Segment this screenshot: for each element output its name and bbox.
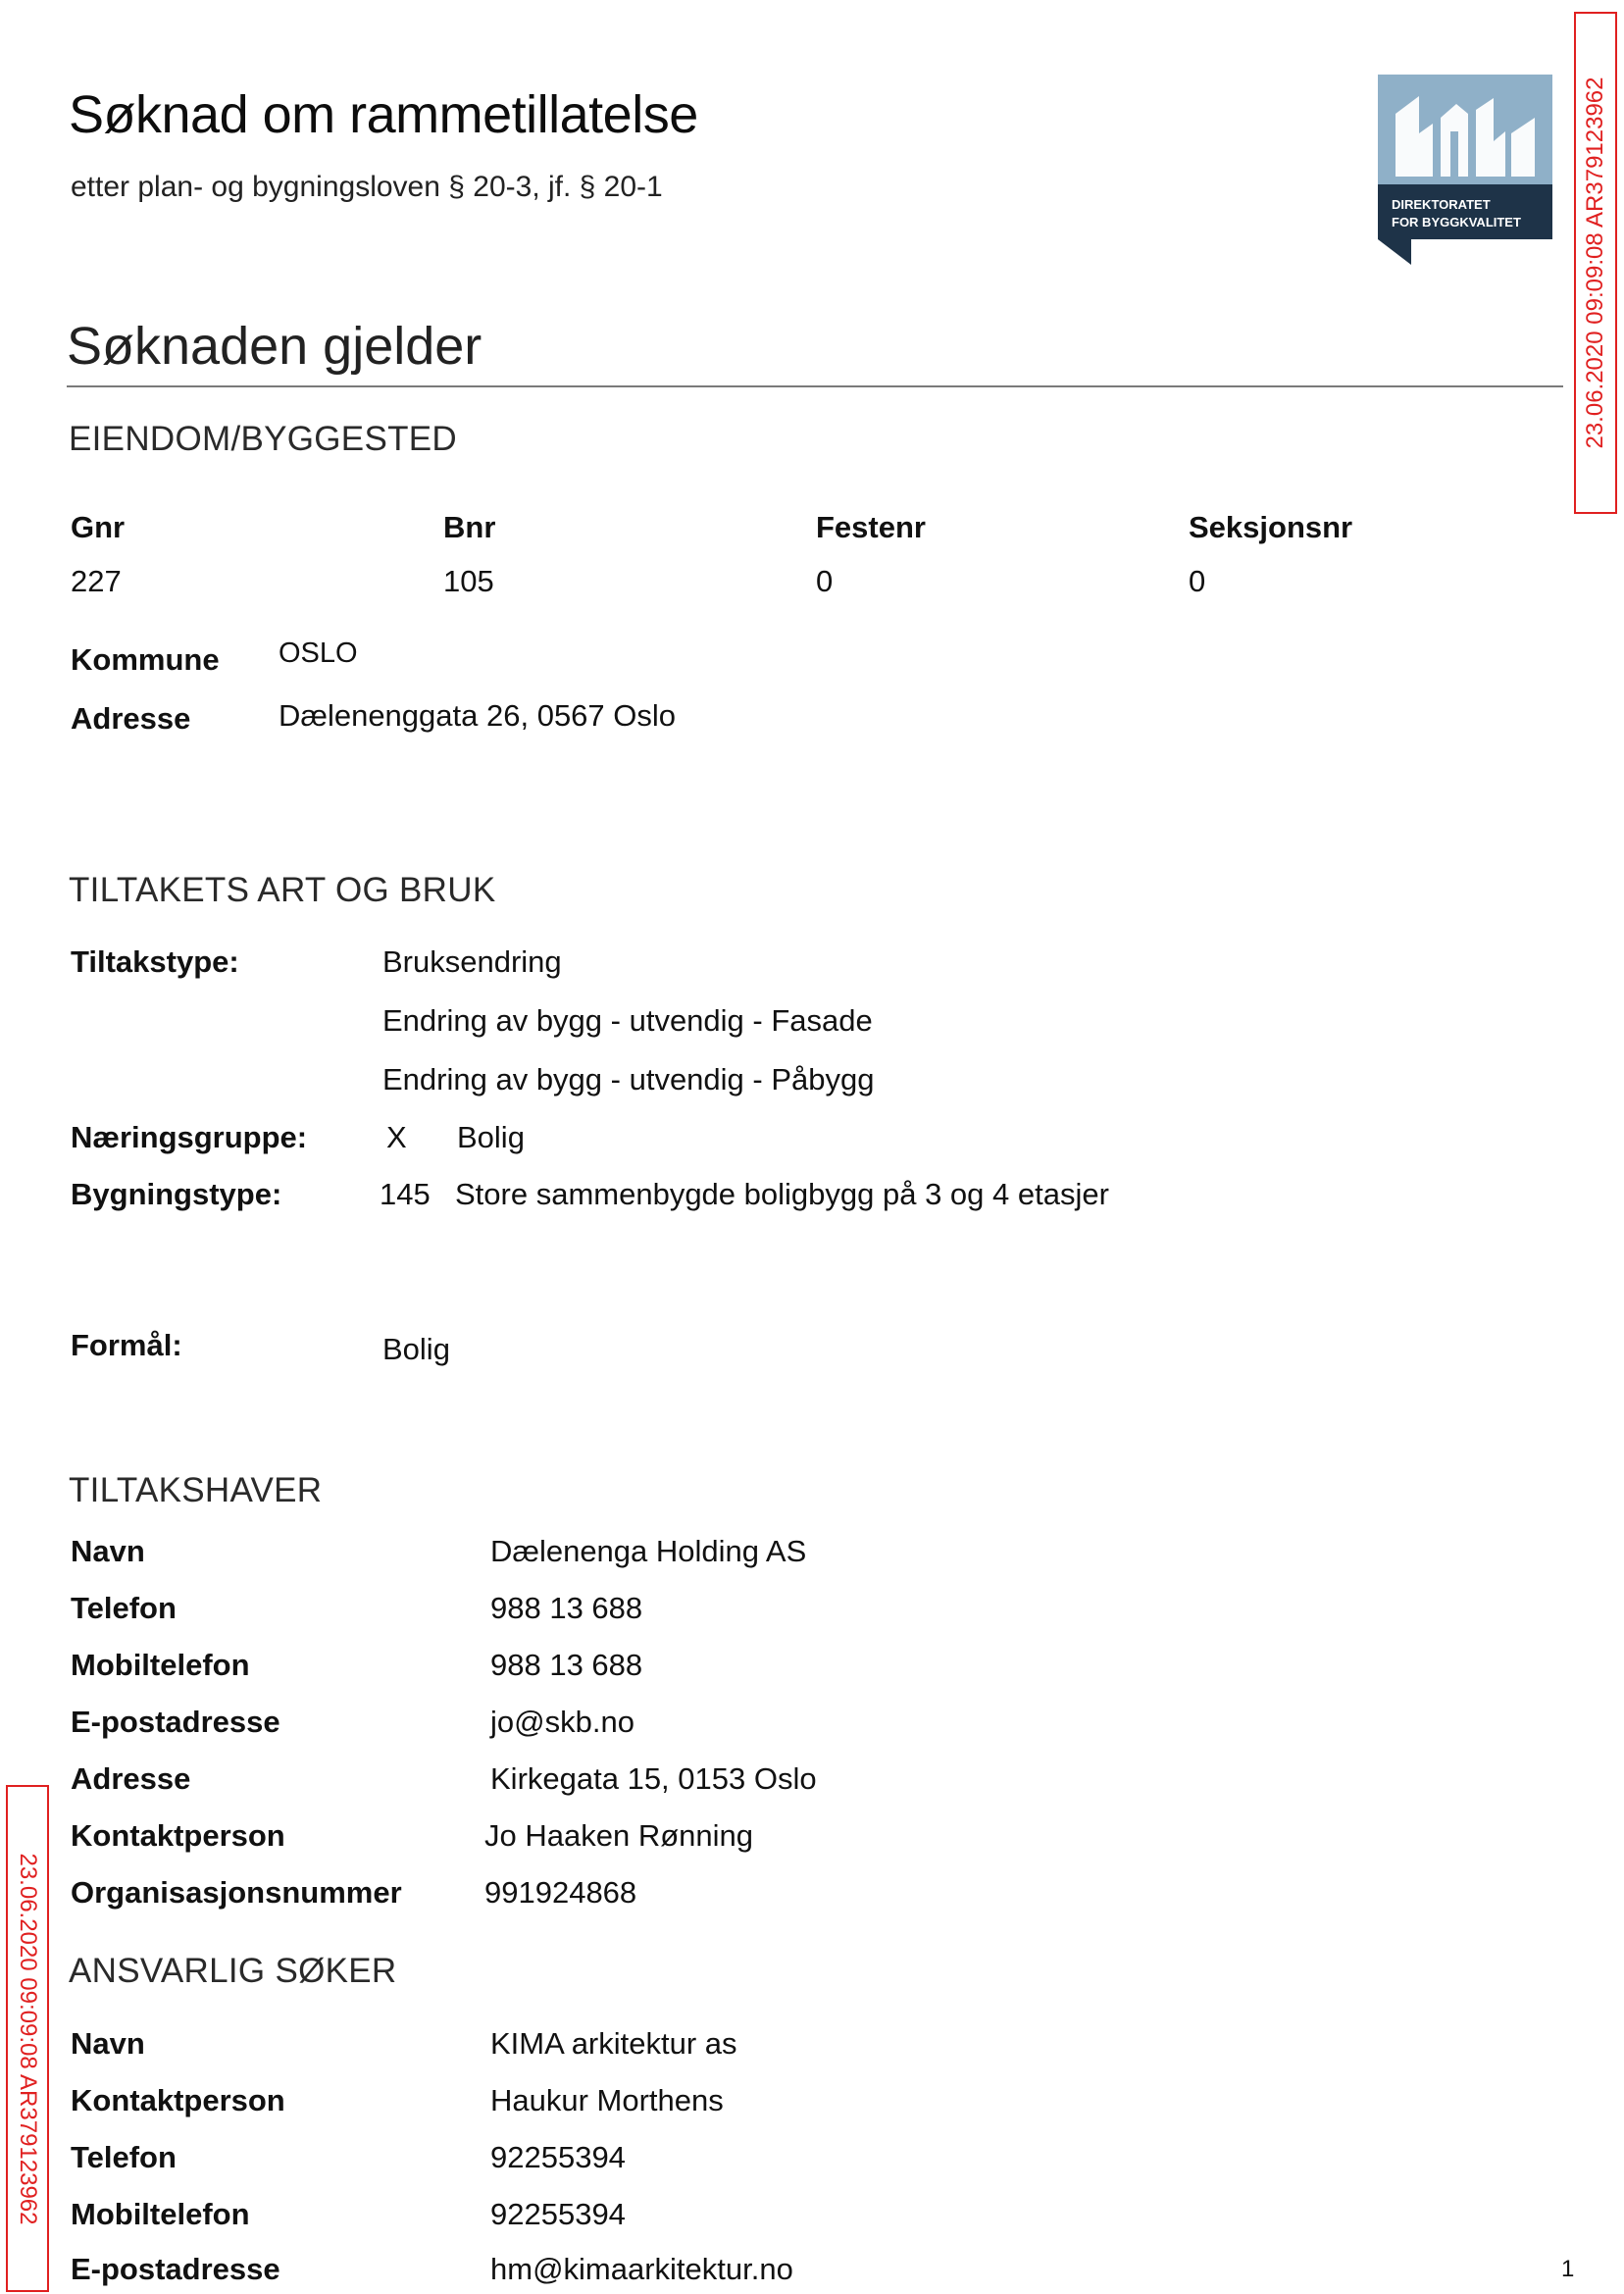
festenr-value: 0: [816, 564, 834, 598]
svg-text:FOR BYGGKVALITET: FOR BYGGKVALITET: [1392, 215, 1521, 229]
naeringsgruppe-label: Næringsgruppe:: [71, 1120, 308, 1154]
bygningstype-value: Store sammenbygde boligbygg på 3 og 4 etasjer: [455, 1177, 1109, 1211]
tiltak-heading: TILTAKETS ART OG BRUK: [69, 871, 496, 909]
dibk-logo: [1378, 75, 1552, 265]
gnr-value: 227: [71, 564, 122, 598]
soker-telefon-label: Telefon: [71, 2140, 177, 2174]
tiltakshaver-orgnr-label: Organisasjonsnummer: [71, 1875, 402, 1910]
adresse-value: Dælenenggata 26, 0567 Oslo: [279, 698, 677, 733]
tiltakshaver-mobil-label: Mobiltelefon: [71, 1648, 250, 1682]
tiltakshaver-telefon-label: Telefon: [71, 1591, 177, 1625]
tiltakshaver-epost-label: E-postadresse: [71, 1705, 280, 1739]
soker-telefon-value: 92255394: [490, 2140, 626, 2174]
kommune-value: OSLO: [279, 637, 358, 669]
tiltakshaver-navn-label: Navn: [71, 1534, 145, 1568]
document-subtitle: etter plan- og bygningsloven § 20-3, jf. § 20-1: [71, 171, 663, 203]
tiltakshaver-adresse-label: Adresse: [71, 1761, 191, 1796]
svg-text:DIREKTORATET: DIREKTORATET: [1392, 197, 1491, 212]
soker-epost-label: E-postadresse: [71, 2252, 280, 2286]
tiltakshaver-kontaktperson-value: Jo Haaken Rønning: [484, 1818, 753, 1853]
soker-kontaktperson-label: Kontaktperson: [71, 2083, 285, 2117]
stamp-text: 23.06.2020 09:09:08 AR379123962: [15, 1852, 41, 2225]
festenr-label: Festenr: [816, 510, 926, 544]
tiltakstype-value: Bruksendring: [382, 944, 562, 979]
bnr-label: Bnr: [443, 510, 496, 544]
tiltakshaver-heading: TILTAKSHAVER: [69, 1471, 323, 1509]
naeringsgruppe-code: X: [386, 1120, 407, 1154]
tiltakstype-value: Endring av bygg - utvendig - Påbygg: [382, 1062, 875, 1096]
tiltakshaver-adresse-value: Kirkegata 15, 0153 Oslo: [490, 1761, 817, 1796]
soker-navn-label: Navn: [71, 2026, 145, 2061]
bygningstype-label: Bygningstype:: [71, 1177, 282, 1211]
stamp-text: 23.06.2020 09:09:08 AR379123962: [1582, 76, 1608, 449]
bygningstype-code: 145: [380, 1177, 431, 1211]
seksjonsnr-label: Seksjonsnr: [1189, 510, 1353, 544]
adresse-label: Adresse: [71, 701, 191, 736]
ansvarlig-soker-heading: ANSVARLIG SØKER: [69, 1952, 397, 1990]
gnr-label: Gnr: [71, 510, 126, 544]
archive-stamp-left: [6, 1785, 49, 2292]
eiendom-heading: EIENDOM/BYGGESTED: [69, 420, 457, 458]
soker-kontaktperson-value: Haukur Morthens: [490, 2083, 724, 2117]
document-title: Søknad om rammetillatelse: [69, 85, 698, 144]
formal-value: Bolig: [382, 1332, 450, 1366]
kommune-label: Kommune: [71, 642, 220, 677]
tiltakshaver-kontaktperson-label: Kontaktperson: [71, 1818, 285, 1853]
archive-stamp-right: [1574, 12, 1617, 514]
naeringsgruppe-value: Bolig: [457, 1120, 525, 1154]
soker-epost-value: hm@kimaarkitektur.no: [490, 2252, 793, 2286]
section-divider: [67, 385, 1563, 387]
tiltakshaver-orgnr-value: 991924868: [484, 1875, 637, 1910]
tiltakstype-label: Tiltakstype:: [71, 944, 239, 979]
section-title: Søknaden gjelder: [67, 317, 482, 376]
soker-navn-value: KIMA arkitektur as: [490, 2026, 737, 2061]
tiltakshaver-navn-value: Dælenenga Holding AS: [490, 1534, 807, 1568]
tiltakshaver-telefon-value: 988 13 688: [490, 1591, 643, 1625]
tiltakstype-value: Endring av bygg - utvendig - Fasade: [382, 1003, 873, 1038]
seksjonsnr-value: 0: [1189, 564, 1206, 598]
soker-mobil-value: 92255394: [490, 2197, 626, 2231]
tiltakshaver-epost-value: jo@skb.no: [490, 1705, 634, 1739]
formal-label: Formål:: [71, 1328, 182, 1362]
bnr-value: 105: [443, 564, 494, 598]
soker-mobil-label: Mobiltelefon: [71, 2197, 250, 2231]
tiltakshaver-mobil-value: 988 13 688: [490, 1648, 643, 1682]
page-number: 1: [1561, 2256, 1575, 2282]
dibk-logo-icon: [1378, 75, 1552, 265]
